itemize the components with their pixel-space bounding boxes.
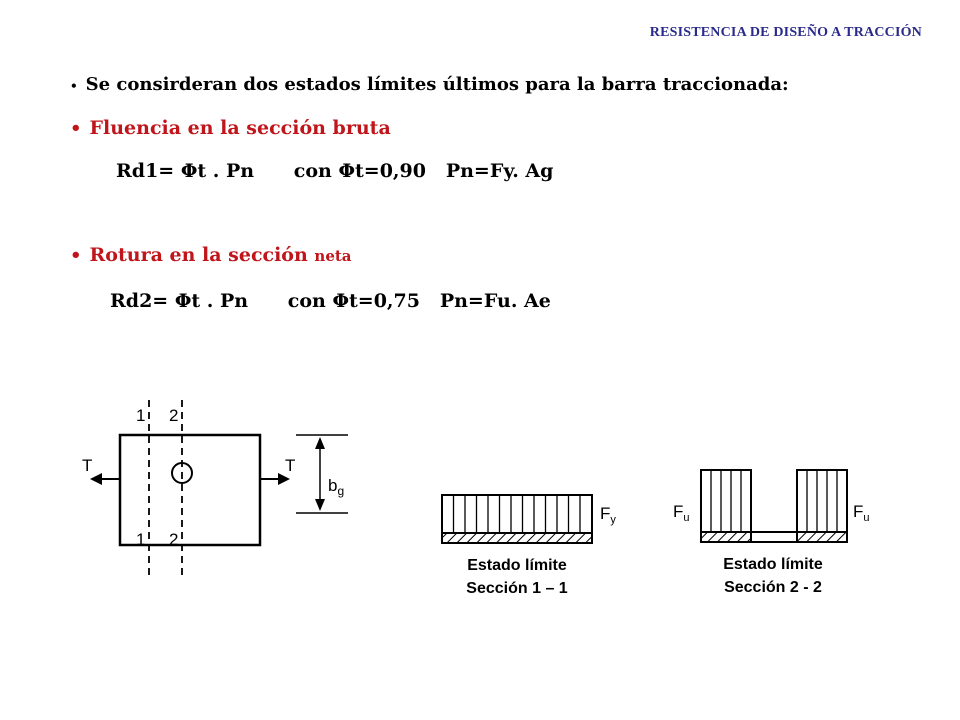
- plate-rect: [120, 435, 260, 545]
- section-hatch-1: [442, 533, 592, 543]
- bullet-dot: •: [70, 79, 78, 93]
- fluencia-text: Fluencia en la sección bruta: [89, 117, 391, 139]
- section-2-caption-line1: Estado límite: [723, 556, 823, 573]
- rotura-text: Rotura en la sección: [89, 244, 308, 266]
- dim-arrow-up: [315, 437, 325, 449]
- stress-block-2-right: [797, 470, 847, 532]
- section-label-top-2: 2: [169, 406, 179, 425]
- stress-label-fy: $F_y$: [600, 504, 616, 526]
- dimension-label: $b_g$: [328, 476, 345, 498]
- section-1-diagram: [430, 480, 640, 605]
- bullet-intro: [70, 74, 789, 95]
- plate-diagram: [70, 395, 370, 610]
- section-label-bottom-2: 2: [169, 530, 179, 549]
- section-hatch-2-right: [797, 532, 847, 542]
- bullet-fluencia: [70, 117, 391, 139]
- dim-arrow-down: [315, 499, 325, 511]
- stress-ticks-2: [711, 470, 837, 532]
- section-hatch-2-left: [701, 532, 751, 542]
- formula-rd2: Rd2= Φt . Pn con Φt=0,75 Pn=Fu. Ae: [110, 290, 551, 312]
- stress-block-2-left: [701, 470, 751, 532]
- stress-ticks-1: [454, 495, 581, 533]
- section-label-top-1: 1: [136, 406, 146, 425]
- bullet-dot: •: [70, 118, 82, 139]
- bullet-rotura: [70, 244, 352, 266]
- header-title: RESISTENCIA DE DISEÑO A TRACCIÓN: [649, 25, 922, 40]
- intro-text: Se consirderan dos estados límites últimos para la barra traccionada:: [85, 74, 789, 95]
- section-1-caption-line1: Estado límite: [467, 557, 567, 574]
- stress-label-fu-right: $F_u$: [853, 502, 870, 524]
- bullet-dot: •: [70, 245, 82, 266]
- force-right-label: T: [285, 456, 296, 475]
- section-1-caption-line2: Sección 1 – 1: [466, 580, 568, 597]
- section-label-bottom-1: 1: [136, 530, 146, 549]
- rotura-tail-text: neta: [314, 247, 352, 265]
- formula-rd1: Rd1= Φt . Pn con Φt=0,90 Pn=Fy. Ag: [116, 160, 554, 182]
- force-left-label: T: [82, 456, 93, 475]
- section-2-diagram: [665, 465, 895, 605]
- section-2-caption-line2: Sección 2 - 2: [724, 579, 822, 596]
- stress-label-fu-left: $F_u$: [673, 502, 690, 524]
